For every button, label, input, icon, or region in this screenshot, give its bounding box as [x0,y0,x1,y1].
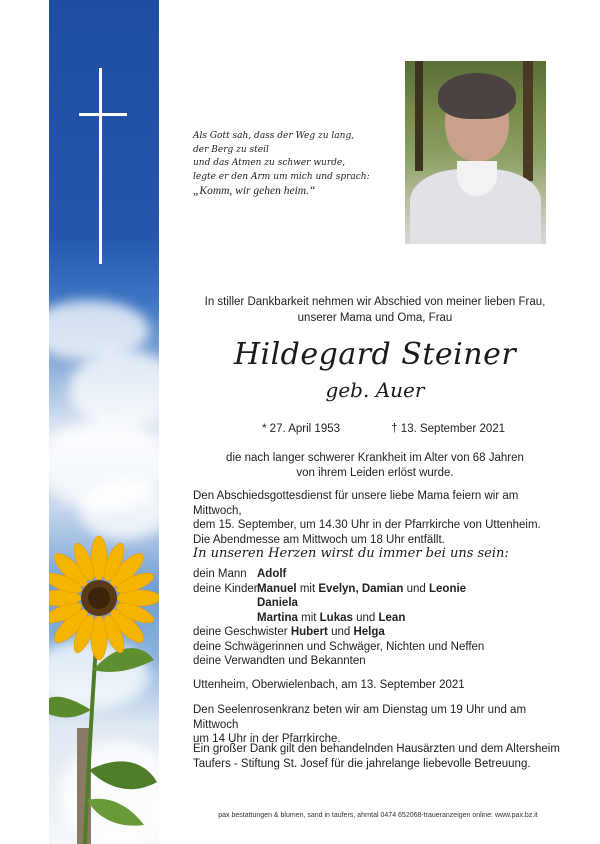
family-member: Evelyn, [318,582,359,595]
place-date: Uttenheim, Oberwielenbach, am 13. September 2021 [193,679,465,691]
family-member: Damian [361,582,404,595]
connector-text: und [331,626,351,638]
verse-quote: „Komm, wir gehen heim.“ [193,185,316,197]
family-label: deine Kinder [193,582,258,595]
rosary-line: um 14 Uhr in der Pfarrkirche. [193,733,341,745]
cloud [69,350,159,430]
connector-text: mit [299,582,316,595]
family-row-children [193,582,484,597]
family-member: Hubert [290,626,328,638]
verse-line: der Berg zu steil [193,144,269,155]
portrait-photo [405,61,546,244]
family-list [193,567,484,669]
thanks-text [193,742,563,771]
family-row-husband [193,567,484,582]
family-row-inlaws: deine Schwägerinnen und Schwäger, Nichten und Neffen [193,640,485,653]
birth-date: * 27. April 1953 [262,423,341,435]
intro-line: In stiller Dankbarkeit nehmen wir Abschied von meiner lieben Frau, [204,296,546,308]
family-row-relatives: deine Verwandten und Bekannten [193,655,366,667]
hearts-heading: In unseren Herzen wirst du immer bei uns sein: [193,546,509,561]
verse-line: Als Gott sah, dass der Weg zu lang, [193,131,355,141]
intro-line: unserer Mama und Oma, Frau [297,311,453,324]
funeral-mass-text [193,489,563,547]
family-member: Lukas [319,611,353,624]
life-dates [262,423,505,435]
family-label: dein Mann [193,568,247,580]
connector-text: und [406,582,426,595]
family-member: Manuel [257,582,297,595]
cross-icon [99,68,102,264]
photo-tree [523,61,533,181]
family-member: Helga [353,626,385,638]
connector-text: und [356,611,376,624]
maiden-name: geb. Auer [325,378,425,402]
mass-line: dem 15. September, um 14.30 Uhr in der Pfarrkirche von Uttenheim. [193,519,541,531]
family-row-child2 [193,596,484,611]
intro-text [180,295,570,326]
illness-line: die nach langer schwerer Krankheit im Alter von 68 Jahren [226,452,524,464]
photo-tree [415,61,423,171]
family-label: deine Geschwister [193,626,288,638]
family-member: Lean [378,611,406,624]
verse-line: und das Atmen zu schwer wurde, [193,158,346,168]
mass-line: Den Abschiedsgottesdienst für unsere liebe Mama feiern wir am Mittwoch, [193,490,519,517]
family-member: Leonie [429,582,467,595]
rosary-text [193,703,563,747]
family-member: Adolf [257,568,287,580]
family-member: Martina [257,611,298,624]
rosary-line: Den Seelenrosenkranz beten wir am Dienstag um 19 Uhr und am Mittwoch [193,704,527,731]
verse-line: legte er den Arm um mich und sprach: [193,171,370,182]
illness-line: von ihrem Leiden erlöst wurde. [296,467,454,479]
verse-block [193,130,393,199]
deceased-name: Hildegard Steiner [233,337,517,372]
thanks-line: Ein großer Dank gilt den behandelnden Hausärzten und dem Altersheim [193,743,560,755]
cross-icon-bar [79,113,127,116]
family-row-siblings [193,625,484,640]
family-row-child3 [193,611,484,626]
illness-text [180,451,570,481]
footer-imprint: pax bestattungen & blumen, sand in taufers, ahrntal 0474 652068-traueranzeigen online: www.pax.bz.it [218,812,538,819]
thanks-line: Taufers - Stiftung St. Josef für die jahrelange liebevolle Betreuung. [193,757,531,770]
mass-line: Die Abendmesse am Mittwoch um 18 Uhr entfällt. [193,533,445,546]
family-member: Daniela [257,597,298,609]
sky-strip [49,0,159,844]
photo-hair [438,73,516,119]
death-date: † 13. September 2021 [391,423,506,435]
connector-text: mit [301,611,317,624]
sunflower-icon [49,520,159,844]
